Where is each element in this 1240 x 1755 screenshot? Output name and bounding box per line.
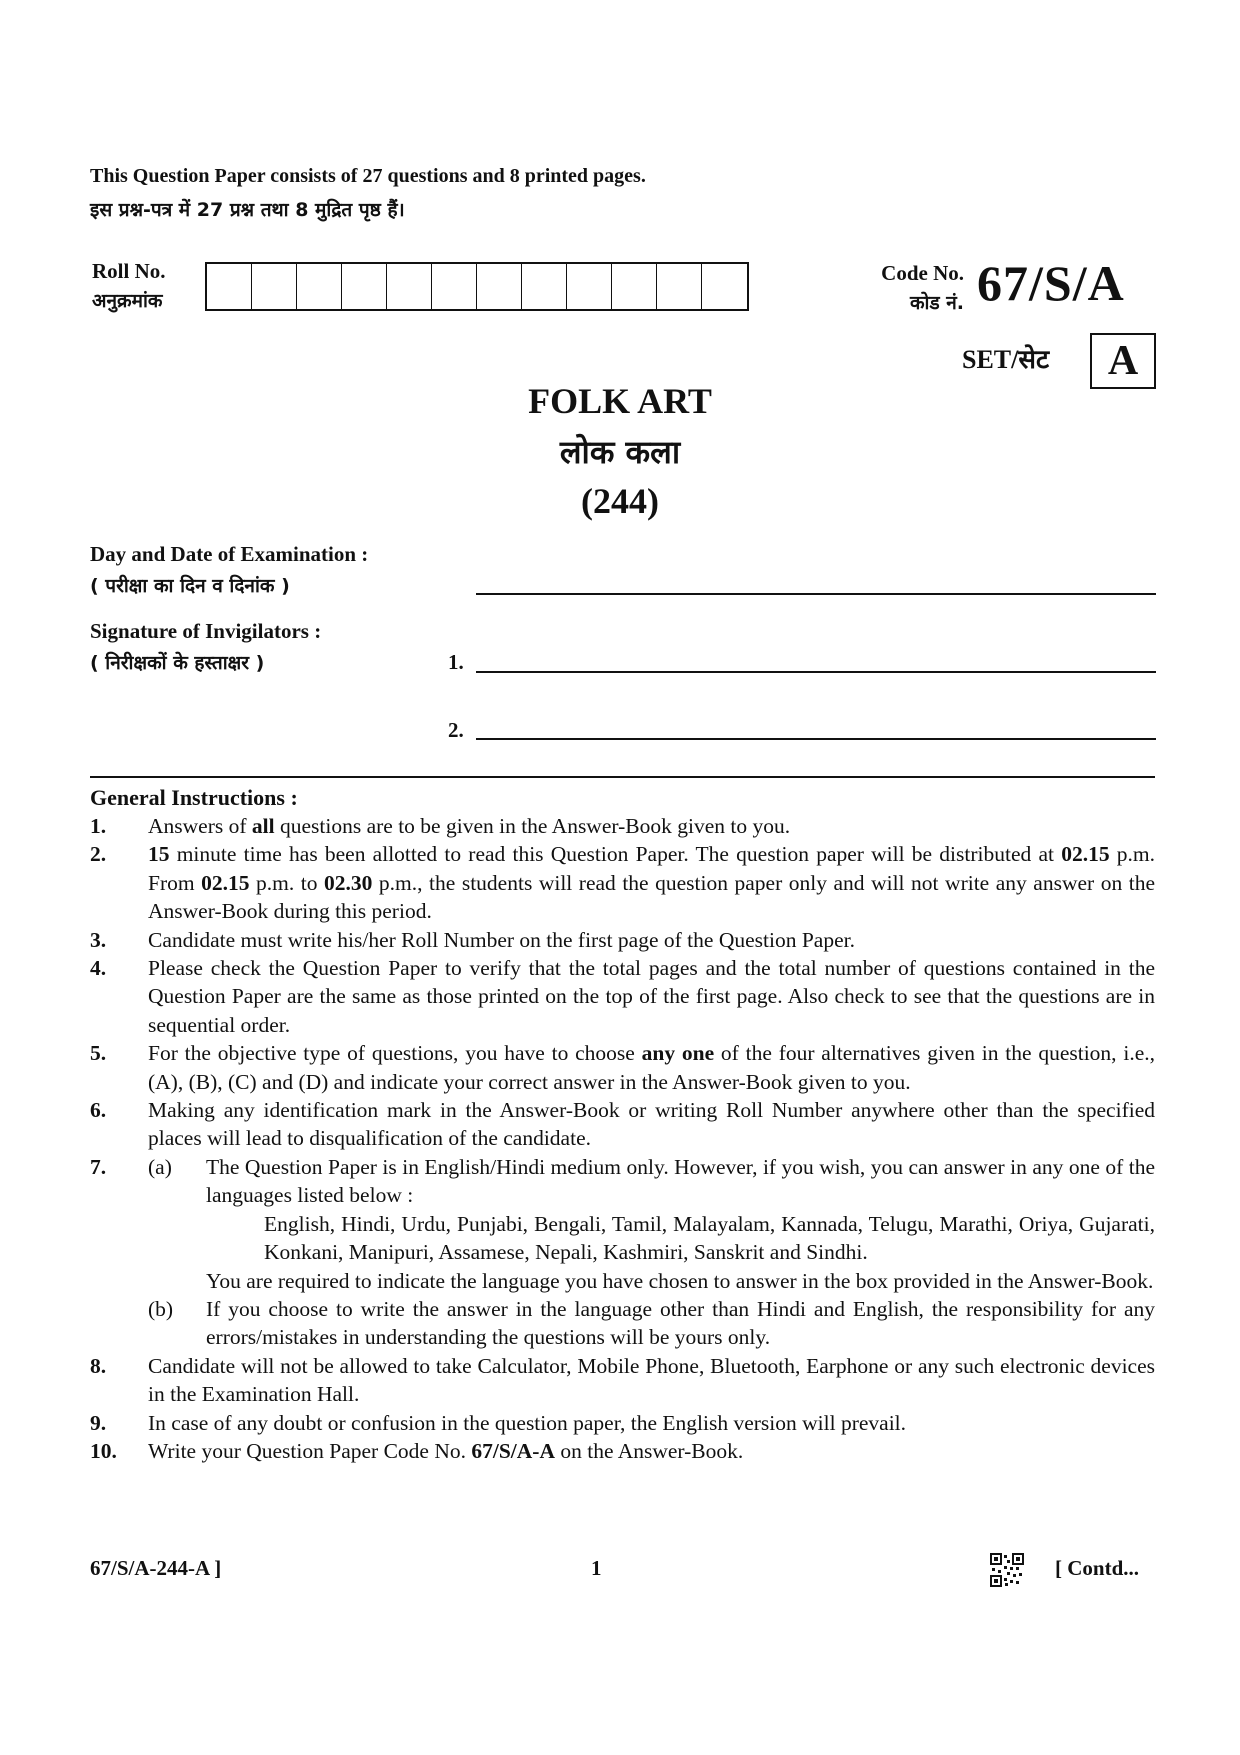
roll-digit-box[interactable] <box>522 264 567 309</box>
exam-date-label-hi: ( परीक्षा का दिन व दिनांक ) <box>90 575 290 597</box>
instruction-item <box>90 1153 1155 1352</box>
instruction-number: 2. <box>90 842 107 867</box>
roll-digit-box[interactable] <box>657 264 702 309</box>
instruction-item <box>90 1437 1155 1465</box>
sub-instruction-text: The Question Paper is in English/Hindi medium only. However, if you wish, you can answer in any one of the languages listed below : <box>206 1154 1155 1208</box>
instruction-number: 10. <box>90 1438 117 1463</box>
roll-label <box>92 256 166 316</box>
sub-instruction-text: If you choose to write the answer in the language other than Hindi and English, the responsibility for any errors/mistakes in understanding the questions will be yours only. <box>206 1296 1155 1350</box>
instruction-text: Making any identification mark in the Answer-Book or writing Roll Number anywhere other than the specified places will lead to disqualification of the candidate. <box>148 1098 1155 1151</box>
instruction-number: 5. <box>90 1041 107 1066</box>
signature-2-field[interactable] <box>476 738 1156 740</box>
instruction-item <box>90 1096 1155 1153</box>
instruction-text: Answers of all questions are to be given in the Answer-Book given to you. <box>148 814 791 838</box>
instruction-number: 8. <box>90 1353 107 1378</box>
instruction-text: Please check the Question Paper to verify that the total pages and the total number of questions contained in the Question Paper are the same as those printed on the top of the first page. Also check to see that the questions are in sequential order. <box>148 956 1155 1037</box>
footer-paper-code: 67/S/A-244-A ] <box>90 1556 222 1580</box>
instruction-item <box>90 1409 1155 1437</box>
section-divider <box>90 776 1155 778</box>
sub-instruction-text: You are required to indicate the language you have chosen to answer in the box provided in the Answer-Book. <box>206 1268 1154 1293</box>
roll-digit-box[interactable] <box>342 264 387 309</box>
roll-digit-box[interactable] <box>567 264 612 309</box>
instructions-heading: General Instructions : <box>90 785 298 810</box>
roll-digit-box[interactable] <box>207 264 252 309</box>
instruction-number: 3. <box>90 927 107 952</box>
instruction-number: 7. <box>90 1154 107 1179</box>
exam-date-label <box>90 538 368 602</box>
instruction-number: 4. <box>90 956 107 981</box>
set-label: SET/सेट <box>962 345 1050 374</box>
subject-title-hi: लोक कला <box>559 433 681 471</box>
invigilator-signature-label <box>90 615 321 679</box>
sub-instruction-label: (a) <box>148 1154 172 1179</box>
code-number: 67/S/A <box>977 255 1125 311</box>
instruction-number: 6. <box>90 1098 107 1123</box>
roll-digit-box[interactable] <box>612 264 657 309</box>
signature-2-number: 2. <box>448 718 464 742</box>
signature-1-number: 1. <box>448 650 464 674</box>
instruction-number: 9. <box>90 1410 107 1435</box>
invigilator-signature-label-en: Signature of Invigilators : <box>90 619 322 643</box>
instructions-list <box>90 812 1155 1465</box>
continued-label: [ Contd... <box>1055 1556 1140 1580</box>
roll-number-boxes[interactable] <box>205 262 749 311</box>
instruction-text: 15 minute time has been allotted to read this Question Paper. The question paper will be distributed at 02.15 p.m. From 02.15 p.m. to 02.30 p.m., the students will read the question paper only and will not write any answer on the Answer-Book during this period. <box>148 842 1156 924</box>
code-label <box>881 258 964 318</box>
instruction-text: Write your Question Paper Code No. 67/S/A-A on the Answer-Book. <box>148 1438 744 1463</box>
instruction-text: For the objective type of questions, you have to choose any one of the four alternatives given in the question, i.e., (A), (B), (C) and (D) and indicate your correct answer in the Answer-Book given to you. <box>148 1041 1155 1094</box>
page-number: 1 <box>591 1556 602 1580</box>
instruction-item <box>90 926 1155 954</box>
exam-date-field[interactable] <box>476 593 1156 595</box>
instruction-item <box>90 1039 1155 1096</box>
subject-title-en: FOLK ART <box>528 381 712 421</box>
instruction-text: Candidate will not be allowed to take Calculator, Mobile Phone, Bluetooth, Earphone or any such electronic devices in the Examination Hall. <box>148 1353 1155 1407</box>
signature-1-field[interactable] <box>476 671 1156 673</box>
exam-date-label-en: Day and Date of Examination : <box>90 542 369 566</box>
roll-digit-box[interactable] <box>252 264 297 309</box>
roll-label-hi: अनुक्रमांक <box>92 290 163 312</box>
instruction-text: Candidate must write his/her Roll Number on the first page of the Question Paper. <box>148 927 855 952</box>
roll-digit-box[interactable] <box>297 264 342 309</box>
roll-digit-box[interactable] <box>477 264 522 309</box>
instruction-item <box>90 812 1155 840</box>
sub-instruction <box>148 1295 1155 1352</box>
roll-label-en: Roll No. <box>92 259 166 283</box>
qr-code-icon <box>990 1553 1024 1587</box>
instruction-text: In case of any doubt or confusion in the question paper, the English version will prevail. <box>148 1410 907 1435</box>
roll-digit-box[interactable] <box>387 264 432 309</box>
instruction-number: 1. <box>90 814 107 838</box>
paper-info-hi: इस प्रश्न-पत्र में 27 प्रश्न तथा 8 मुद्रित पृष्ठ हैं। <box>90 199 405 221</box>
instruction-item <box>90 1352 1155 1409</box>
roll-digit-box[interactable] <box>432 264 477 309</box>
instruction-item <box>90 954 1155 1039</box>
language-list: English, Hindi, Urdu, Punjabi, Bengali, Tamil, Malayalam, Kannada, Telugu, Marathi, Oriya, Gujarati, Konkani, Manipuri, Assamese, Nepali, Kashmiri, Sanskrit and Sindhi. <box>264 1211 1155 1265</box>
sub-instruction-label: (b) <box>148 1296 174 1321</box>
roll-digit-box[interactable] <box>702 264 747 309</box>
paper-info-en: This Question Paper consists of 27 questions and 8 printed pages. <box>90 165 646 187</box>
invigilator-signature-label-hi: ( निरीक्षकों के हस्ताक्षर ) <box>90 652 265 674</box>
subject-code: (244) <box>581 481 659 521</box>
instruction-text <box>148 1153 1155 1352</box>
sub-instruction <box>148 1153 1155 1295</box>
set-value-box: A <box>1090 333 1156 389</box>
code-label-hi: कोड नं. <box>909 292 964 314</box>
instruction-item <box>90 840 1155 925</box>
code-label-en: Code No. <box>881 261 964 285</box>
